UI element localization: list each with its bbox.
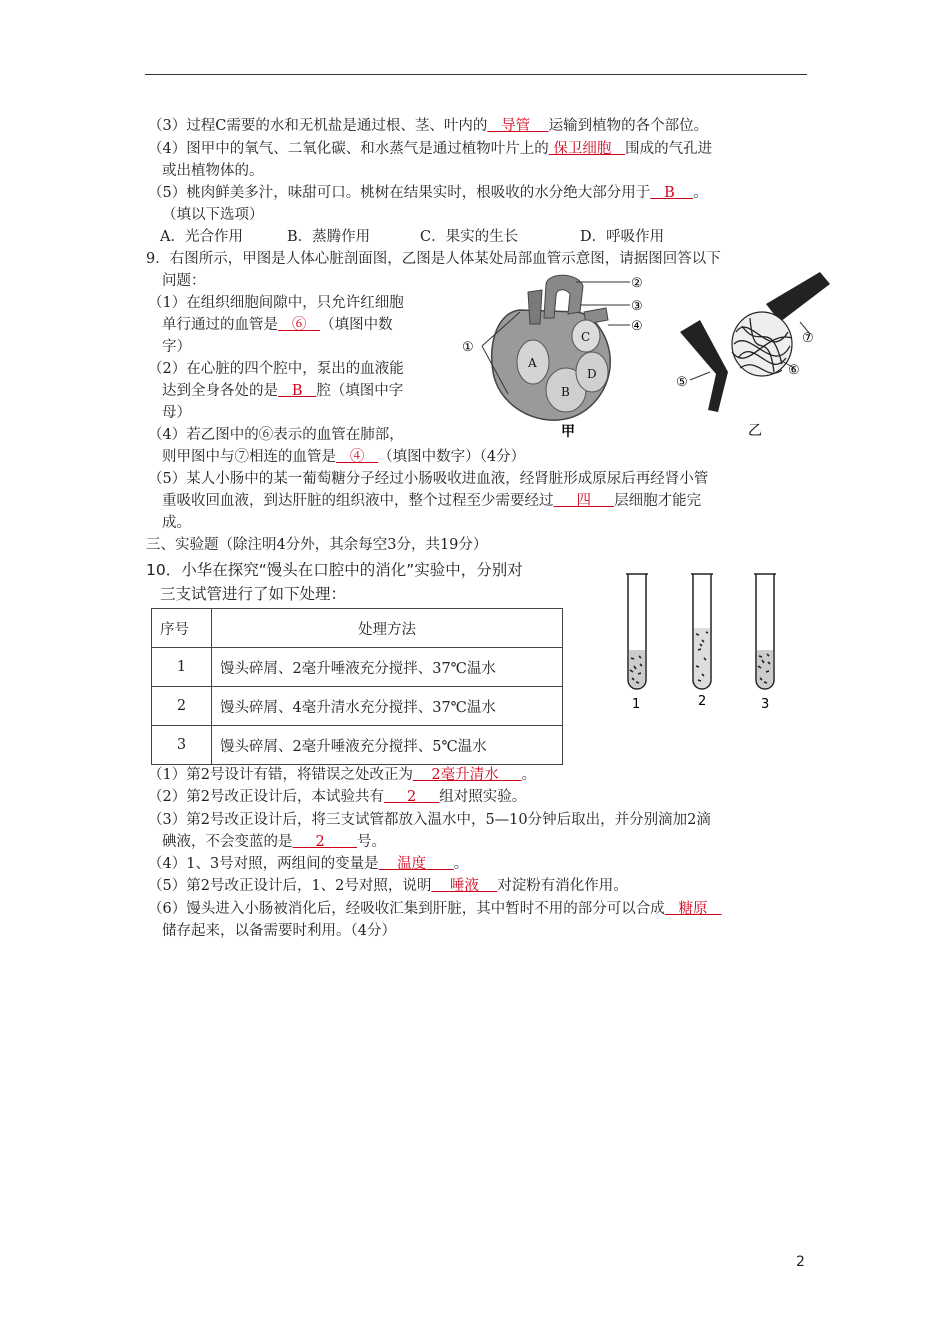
heart-label-3: ③ [631,299,643,314]
test-tubes-figure [612,570,792,715]
test-tube-3 [754,574,776,689]
q8-item4: （4）图甲中的氧气、二氧化碳、和水蒸气是通过植物叶片上的 保卫细胞 围成的气孔进 [148,141,713,157]
q9-item2: （2）在心脏的四个腔中，泵出的血液能 [148,361,404,377]
q9-item2-cont: 达到全身各处的是 B 腔（填图中字 [162,383,404,399]
heart-label-1: ① [462,340,474,355]
q9-intro-cont: 问题： [162,273,206,289]
q10-intro-cont: 三支试管进行了如下处理： [160,585,347,603]
heart-label-c: C [581,330,591,344]
q10-answer1: （1）第2号设计有错，将错误之处改正为 2毫升清水 。 [148,767,537,783]
heart-label-2: ② [631,276,643,291]
header-rule [145,74,807,75]
capillary-figure [670,272,840,442]
heart-label-a: A [528,356,537,370]
q8-option-b: B．蒸腾作用 [287,229,371,245]
heart-label-d: D [587,367,597,381]
q9-item1: （1）在组织细胞间隙中，只允许红细胞 [148,295,404,311]
q9-item4: （4）若乙图中的⑥表示的血管在肺部， [148,427,404,443]
q10-answer4: （4）1、3号对照，两组间的变量是 温度 。 [148,856,469,872]
table-row [152,726,563,765]
q10-intro: 10．小华在探究“馒头在口腔中的消化”实验中，分别对 [146,561,523,579]
tube-label-3: 3 [761,697,770,712]
table-header-method: 处理方法 [212,609,563,648]
table-cell-method: 馒头碎屑、2毫升唾液充分搅拌、5℃温水 [212,726,563,765]
table-cell-method: 馒头碎屑、2毫升唾液充分搅拌、37℃温水 [212,648,563,687]
q9-item2-end: 母） [162,405,191,421]
figure-yi-caption: 乙 [748,423,762,439]
q8-option-c: C．果实的生长 [420,229,519,245]
heart-label-4: ④ [631,319,643,334]
q9-item5-end: 成。 [162,515,191,531]
table-row [152,687,563,726]
table-cell-method: 馒头碎屑、4毫升清水充分搅拌、37℃温水 [212,687,563,726]
q9-intro: 9．右图所示，甲图是人体心脏剖面图，乙图是人体某处局部血管示意图，请据图回答以下 [146,251,721,267]
q9-item4-cont: 则甲图中与⑦相连的血管是 ④ （填图中数字）（4分） [162,449,526,465]
treatment-table [151,608,563,765]
q9-item1-end: 字） [162,339,191,355]
table-header-index: 序号 [152,609,212,648]
tube-label-1: 1 [632,697,641,712]
capillary-label-7: ⑦ [802,331,814,346]
q9-item5: （5）某人小肠中的某一葡萄糖分子经过小肠吸收进血液，经肾脏形成原尿后再经肾小管 [148,471,709,487]
q10-answer6-cont: 储存起来，以备需要时利用。（4分） [162,923,396,939]
tube-label-2: 2 [698,694,707,709]
q9-item5-cont: 重吸收回血液，到达肝脏的组织液中，整个过程至少需要经过 四 层细胞才能完 [162,493,702,509]
table-cell-index: 1 [152,648,212,687]
q8-option-a: A．光合作用 [160,229,243,245]
section-3-heading: 三、实验题（除注明4分外，其余每空3分，共19分） [146,537,488,553]
q10-answer6: （6）馒头进入小肠被消化后，经吸收汇集到肝脏，其中暂时不用的部分可以合成 糖原 [148,901,708,917]
q10-answer2: （2）第2号改正设计后，本试验共有 2 组对照实验。 [148,789,527,805]
q8-option-d: D．呼吸作用 [580,229,665,245]
q10-answer5: （5）第2号改正设计后，1、2号对照，说明 唾液 对淀粉有消化作用。 [148,878,628,894]
test-tube-1 [626,574,648,689]
table-row [152,648,563,687]
q10-answer3: （3）第2号改正设计后，将三支试管都放入温水中，5—10分钟后取出，并分别滴加2滴 [148,812,711,828]
q8-item3: （3）过程C需要的水和无机盐是通过根、茎、叶内的 导管 运输到植物的各个部位。 [148,118,709,134]
q8-item5-note: （填以下选项） [162,207,264,223]
q10-answer3-cont: 碘液，不会变蓝的是 2 号。 [162,834,387,850]
heart-figure [458,272,658,442]
capillary-label-5: ⑤ [676,375,688,390]
q9-item1-cont: 单行通过的血管是 ⑥ （填图中数 [162,317,393,333]
figure-jia-caption: 甲 [561,424,575,440]
heart-label-b: B [561,385,570,399]
page-number: 2 [796,1254,805,1270]
table-cell-index: 2 [152,687,212,726]
q8-item5: （5）桃肉鲜美多汁，味甜可口。桃树在结果实时，根吸收的水分绝大部分用于 B 。 [148,185,708,201]
table-cell-index: 3 [152,726,212,765]
test-tube-2 [691,574,713,689]
table-header-row [152,609,563,648]
capillary-label-6: ⑥ [788,363,800,378]
q8-item4-cont: 或出植物体的。 [162,163,264,179]
